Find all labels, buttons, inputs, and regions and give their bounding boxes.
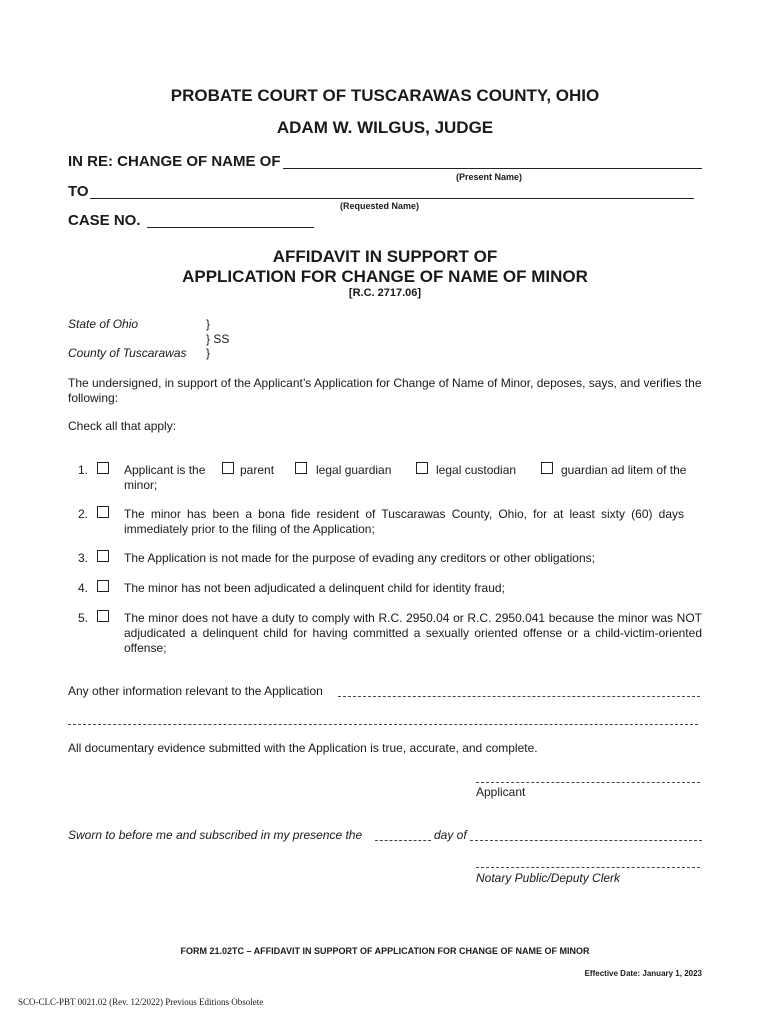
parent-label: parent <box>240 463 275 477</box>
evidence-statement: All documentary evidence submitted with the Application is true, accurate, and complete. <box>68 741 538 755</box>
sworn-text: Sworn to before me and subscribed in my presence the <box>68 828 363 842</box>
item2-number: 2. <box>78 507 89 521</box>
case-no-field[interactable] <box>147 227 314 228</box>
check-all-label: Check all that apply: <box>68 419 177 433</box>
venue-state: State of Ohio <box>68 317 139 331</box>
item2-text: The minor has been a bona fide resident of Tuscarawas County, Ohio, for at least sixty (60) days immediately prior to the filing of the Application; <box>124 507 684 536</box>
requested-name-field[interactable] <box>90 198 694 199</box>
item5-number: 5. <box>78 611 89 625</box>
judge-heading: ADAM W. WILGUS, JUDGE <box>276 118 494 137</box>
court-heading: PROBATE COURT OF TUSCARAWAS COUNTY, OHIO <box>170 86 600 105</box>
other-info-field[interactable] <box>338 696 700 697</box>
effective-date: Effective Date: January 1, 2023 <box>584 969 702 978</box>
item1-number: 1. <box>78 463 89 477</box>
item1-text: Applicant is the <box>124 463 206 477</box>
venue-ss: } SS <box>206 332 230 346</box>
item3-checkbox[interactable] <box>97 550 109 562</box>
notary-label: Notary Public/Deputy Clerk <box>476 871 621 885</box>
sworn-month-field[interactable] <box>470 840 702 841</box>
applicant-signature-line[interactable] <box>476 782 700 783</box>
item4-text: The minor has not been adjudicated a delinquent child for identity fraud; <box>124 581 505 595</box>
venue-brace-bottom: } <box>206 346 211 360</box>
parent-checkbox[interactable] <box>222 462 234 474</box>
sworn-day-of: day of <box>434 828 467 842</box>
venue-county: County of Tuscarawas <box>68 346 187 360</box>
applicant-label: Applicant <box>476 785 526 799</box>
affidavit-title-line1: AFFIDAVIT IN SUPPORT OF <box>272 247 498 266</box>
statute-reference: [R.C. 2717.06] <box>348 287 422 299</box>
item4-checkbox[interactable] <box>97 580 109 592</box>
item3-text: The Application is not made for the purpose of evading any creditors or other obligations; <box>124 551 595 565</box>
guardian-ad-litem-label: guardian ad litem of the <box>561 463 687 477</box>
requested-name-caption: (Requested Name) <box>340 201 420 211</box>
legal-guardian-label: legal guardian <box>316 463 392 477</box>
legal-guardian-checkbox[interactable] <box>295 462 307 474</box>
form-code: SCO-CLC-PBT 0021.02 (Rev. 12/2022) Previous Editions Obsolete <box>18 997 264 1007</box>
sworn-day-field[interactable] <box>375 840 431 841</box>
affidavit-title-line2: APPLICATION FOR CHANGE OF NAME OF MINOR <box>182 267 588 286</box>
other-info-field-line2[interactable] <box>68 724 698 725</box>
case-no-label: CASE NO. <box>68 212 141 229</box>
item1-text-continued: minor; <box>124 478 158 492</box>
notary-signature-line[interactable] <box>476 867 700 868</box>
present-name-caption: (Present Name) <box>456 172 523 182</box>
to-label: TO <box>68 183 89 200</box>
legal-custodian-checkbox[interactable] <box>416 462 428 474</box>
item2-checkbox[interactable] <box>97 506 109 518</box>
item5-text: The minor does not have a duty to comply with R.C. 2950.04 or R.C. 2950.041 because the minor was NOT adjudicated a delinquent child for having committed a sexually oriented offense or a child-victim-oriented offense; <box>124 611 702 655</box>
venue-brace-top: } <box>206 317 211 331</box>
in-re-label: IN RE: CHANGE OF NAME OF <box>68 153 281 170</box>
intro-paragraph: The undersigned, in support of the Applicant’s Application for Change of Name of Minor, deposes, says, and verifies the following: <box>68 376 702 405</box>
item5-checkbox[interactable] <box>97 610 109 622</box>
present-name-field[interactable] <box>283 168 702 169</box>
other-info-label: Any other information relevant to the Application <box>68 684 323 698</box>
item1-checkbox[interactable] <box>97 462 109 474</box>
form-title-footer: FORM 21.02TC – AFFIDAVIT IN SUPPORT OF APPLICATION FOR CHANGE OF NAME OF MINOR <box>180 946 590 956</box>
legal-custodian-label: legal custodian <box>436 463 517 477</box>
item3-number: 3. <box>78 551 89 565</box>
item4-number: 4. <box>78 581 89 595</box>
guardian-ad-litem-checkbox[interactable] <box>541 462 553 474</box>
